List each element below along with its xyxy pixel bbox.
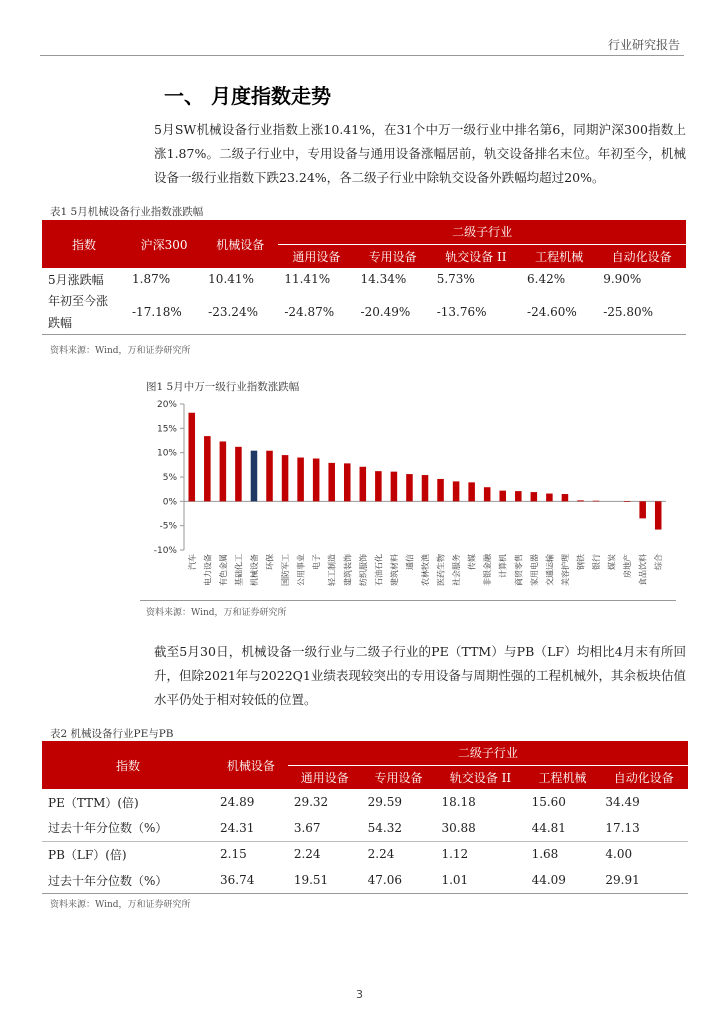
table1-caption: 表1 5月机械设备行业指数涨跌幅 bbox=[50, 206, 204, 218]
table2-cell: 24.31 bbox=[220, 820, 255, 835]
x-tick-label: 机械设备 bbox=[249, 554, 259, 586]
table-row bbox=[42, 815, 688, 841]
paragraph-2: 截至5月30日，机械设备一级行业与二级子行业的PE（TTM）与PB（LF）均相比4月末有所回升，但除2021年与2022Q1业绩表现较突出的专用设备与周期性强的工程机械外，其余板块估值水平仍处于相对较低的位置。 bbox=[154, 644, 686, 707]
bar bbox=[235, 447, 242, 502]
table2-cell: 3.67 bbox=[293, 820, 321, 835]
bar bbox=[313, 459, 320, 502]
table1-header-subgroup: 二级子行业 bbox=[278, 220, 686, 244]
x-tick-label: 房地产 bbox=[623, 554, 633, 578]
x-tick-label: 电子 bbox=[312, 554, 322, 570]
table2-cell: 36.74 bbox=[220, 873, 255, 887]
x-tick-label: 交通运输 bbox=[545, 554, 555, 586]
table-row bbox=[42, 290, 686, 334]
x-tick-label: 非银金融 bbox=[483, 554, 493, 586]
table2-cell: 30.88 bbox=[441, 820, 476, 835]
table2-header-sub: 专用设备 bbox=[362, 765, 436, 789]
bar bbox=[531, 492, 538, 501]
table2-header-subgroup: 二级子行业 bbox=[288, 741, 688, 765]
bar bbox=[220, 441, 227, 501]
table2-cell: 29.32 bbox=[293, 795, 329, 809]
x-tick-label: 公用事业 bbox=[296, 554, 306, 586]
table2-row-label: PE（TTM）(倍) bbox=[48, 795, 139, 810]
x-tick-label: 传媒 bbox=[467, 554, 477, 570]
x-tick-label: 建筑材料 bbox=[389, 554, 399, 586]
table2-cell: 18.18 bbox=[441, 795, 476, 809]
figure1-bottom-rule bbox=[140, 600, 676, 601]
table2-cell: 2.15 bbox=[220, 847, 247, 862]
x-tick-label: 食品饮料 bbox=[638, 554, 648, 586]
x-tick-label: 计算机 bbox=[498, 554, 508, 578]
table2 bbox=[42, 741, 688, 893]
page-number: 3 bbox=[356, 988, 363, 1001]
x-tick-label: 商贸零售 bbox=[514, 554, 524, 586]
table2-cell: 47.06 bbox=[367, 873, 402, 887]
table2-source: 资料来源：Wind，万和证券研究所 bbox=[50, 900, 191, 910]
bar bbox=[655, 501, 662, 529]
section-title: 一、 月度指数走势 bbox=[164, 84, 331, 108]
y-tick-label: 10% bbox=[156, 448, 177, 459]
bar bbox=[344, 463, 351, 501]
y-tick-label: -10% bbox=[153, 546, 177, 556]
bar bbox=[639, 501, 646, 518]
table2-cell: 17.13 bbox=[605, 820, 640, 835]
table2-cell: 24.89 bbox=[220, 795, 255, 809]
table1-header-sub: 工程机械 bbox=[521, 244, 597, 268]
table2-cell: 34.49 bbox=[605, 795, 640, 809]
x-tick-label: 纺织服饰 bbox=[358, 554, 368, 586]
table1-cell: 11.41% bbox=[284, 272, 331, 286]
x-tick-label: 社会服务 bbox=[452, 554, 462, 586]
bar bbox=[562, 494, 569, 501]
bar bbox=[577, 500, 584, 501]
x-tick-label: 家用电器 bbox=[529, 554, 539, 586]
x-tick-label: 钢铁 bbox=[576, 554, 586, 570]
table1-row-label bbox=[42, 290, 126, 334]
x-tick-label: 石油石化 bbox=[374, 554, 384, 586]
table1-header-index: 指数 bbox=[42, 220, 126, 268]
y-tick-label: 20% bbox=[156, 400, 177, 410]
table2-row-label: 过去十年分位数（%） bbox=[48, 821, 168, 836]
table2-row-label: PB（LF）(倍) bbox=[48, 847, 127, 862]
table1-source: 资料来源：Wind，万和证券研究所 bbox=[50, 346, 191, 356]
y-tick-label: 0% bbox=[162, 497, 177, 508]
x-tick-label: 汽车 bbox=[187, 554, 197, 570]
table2-cell: 4.00 bbox=[605, 847, 633, 862]
x-tick-label: 通信 bbox=[405, 554, 415, 570]
bar bbox=[375, 471, 382, 501]
bar bbox=[282, 455, 289, 501]
bar bbox=[437, 479, 444, 501]
table2-cell: 29.59 bbox=[367, 795, 402, 809]
bar bbox=[391, 472, 398, 502]
y-tick-label: 15% bbox=[156, 424, 177, 435]
bar bbox=[406, 474, 413, 501]
table2-cell: 2.24 bbox=[367, 847, 395, 862]
table1-cell: -23.24% bbox=[208, 305, 258, 319]
bar bbox=[515, 491, 522, 501]
table2-header-index: 指数 bbox=[42, 741, 214, 789]
table1-header-machinery: 机械设备 bbox=[202, 220, 278, 268]
x-tick-label: 综合 bbox=[654, 554, 664, 570]
bar bbox=[297, 458, 304, 502]
table2-row-label: 过去十年分位数（%） bbox=[48, 873, 168, 888]
table-row bbox=[42, 867, 688, 893]
bar bbox=[189, 413, 196, 502]
table1-header-sub: 通用设备 bbox=[278, 244, 354, 268]
paragraph-1: 5月SW机械设备行业指数上涨10.41%，在31个中万一级行业中排名第6，同期沪深300指数上涨1.87%。二级子行业中，专用设备与通用设备涨幅居前，轨交设备排名末位。年初至今，机械设备一级行业指数下跌23.24%，各二级子行业中除轨交设备外跌幅均超过20%。 bbox=[154, 122, 686, 185]
table2-cell: 44.81 bbox=[531, 820, 566, 835]
table2-header-sub: 轨交设备 II bbox=[435, 765, 525, 789]
table1-cell: -20.49% bbox=[360, 305, 411, 319]
bar bbox=[453, 481, 460, 501]
table1-cell: 9.90% bbox=[603, 272, 642, 286]
x-tick-label: 环保 bbox=[265, 554, 275, 570]
table1-header-sub: 自动化设备 bbox=[597, 244, 686, 268]
table1-header-hs300: 沪深300 bbox=[126, 220, 202, 268]
figure1-source: 资料来源：Wind，万和证券研究所 bbox=[146, 608, 287, 618]
table1-cell: -24.87% bbox=[284, 305, 335, 319]
report-type-label: 行业研究报告 bbox=[607, 38, 680, 52]
x-tick-label: 煤炭 bbox=[607, 554, 617, 570]
x-tick-label: 医药生物 bbox=[436, 554, 446, 586]
table1-cell: -17.18% bbox=[132, 305, 182, 319]
table2-cell: 1.68 bbox=[531, 847, 559, 862]
table2-header-sub: 工程机械 bbox=[526, 765, 600, 789]
table1-bottom-rule bbox=[42, 334, 686, 335]
table2-cell: 44.09 bbox=[531, 873, 566, 887]
table2-header-sub: 自动化设备 bbox=[599, 765, 688, 789]
table2-cell: 1.12 bbox=[441, 847, 469, 862]
table1-header-sub: 专用设备 bbox=[355, 244, 431, 268]
table1-cell: 1.87% bbox=[132, 272, 171, 286]
table2-cell: 29.91 bbox=[605, 873, 640, 887]
table2-cell: 15.60 bbox=[531, 795, 566, 809]
table-row bbox=[42, 841, 688, 867]
table-row bbox=[42, 268, 686, 290]
header-rule bbox=[40, 55, 684, 56]
x-tick-label: 国防军工 bbox=[281, 554, 291, 586]
table-row bbox=[42, 789, 688, 815]
row-label-line: 年初至今涨 bbox=[48, 294, 109, 308]
table1-row-label: 5月涨跌幅 bbox=[48, 272, 104, 287]
x-tick-label: 建筑装饰 bbox=[343, 554, 353, 586]
x-tick-label: 农林牧渔 bbox=[421, 554, 430, 586]
table2-cell: 1.01 bbox=[441, 873, 469, 887]
table2-cell: 2.24 bbox=[293, 847, 321, 862]
table1 bbox=[42, 220, 686, 334]
row-label-line: 跌幅 bbox=[48, 316, 73, 330]
x-tick-label: 轻工制造 bbox=[327, 554, 337, 586]
table2-header-sub: 通用设备 bbox=[288, 765, 362, 789]
figure1-caption: 图1 5月中万一级行业指数涨跌幅 bbox=[146, 381, 300, 393]
table1-cell: 10.41% bbox=[208, 272, 254, 286]
bar bbox=[266, 451, 273, 502]
table2-cell: 54.32 bbox=[367, 820, 402, 835]
x-tick-label: 基础化工 bbox=[234, 554, 244, 586]
bar bbox=[499, 491, 506, 502]
y-tick-label: 5% bbox=[162, 473, 177, 483]
x-tick-label: 美容护理 bbox=[560, 554, 570, 586]
x-tick-label: 银行 bbox=[592, 554, 602, 570]
table1-header-sub: 轨交设备 II bbox=[431, 244, 521, 268]
bar bbox=[484, 487, 491, 501]
bar bbox=[251, 451, 258, 502]
table1-cell: 5.73% bbox=[436, 272, 475, 286]
x-tick-label: 电力设备 bbox=[203, 554, 213, 586]
bar bbox=[328, 463, 335, 501]
bar bbox=[624, 501, 631, 502]
table1-cell: -13.76% bbox=[436, 305, 487, 319]
figure1-chart bbox=[140, 394, 674, 598]
bar bbox=[422, 475, 429, 501]
y-tick-label: -5% bbox=[159, 521, 177, 532]
table2-caption: 表2 机械设备行业PE与PB bbox=[50, 728, 174, 740]
bar bbox=[593, 501, 600, 502]
table2-bottom-rule bbox=[42, 893, 688, 894]
bar bbox=[546, 494, 553, 502]
table2-header-machinery: 机械设备 bbox=[214, 741, 288, 789]
table1-cell: -24.60% bbox=[527, 305, 577, 319]
table1-cell: -25.80% bbox=[603, 305, 653, 319]
bar bbox=[468, 482, 475, 501]
x-tick-label: 有色金属 bbox=[218, 554, 228, 586]
table2-cell: 19.51 bbox=[293, 873, 329, 887]
bar bbox=[360, 467, 367, 502]
table1-cell: 6.42% bbox=[527, 272, 566, 286]
bar bbox=[204, 436, 211, 501]
table1-cell: 14.34% bbox=[360, 272, 407, 286]
